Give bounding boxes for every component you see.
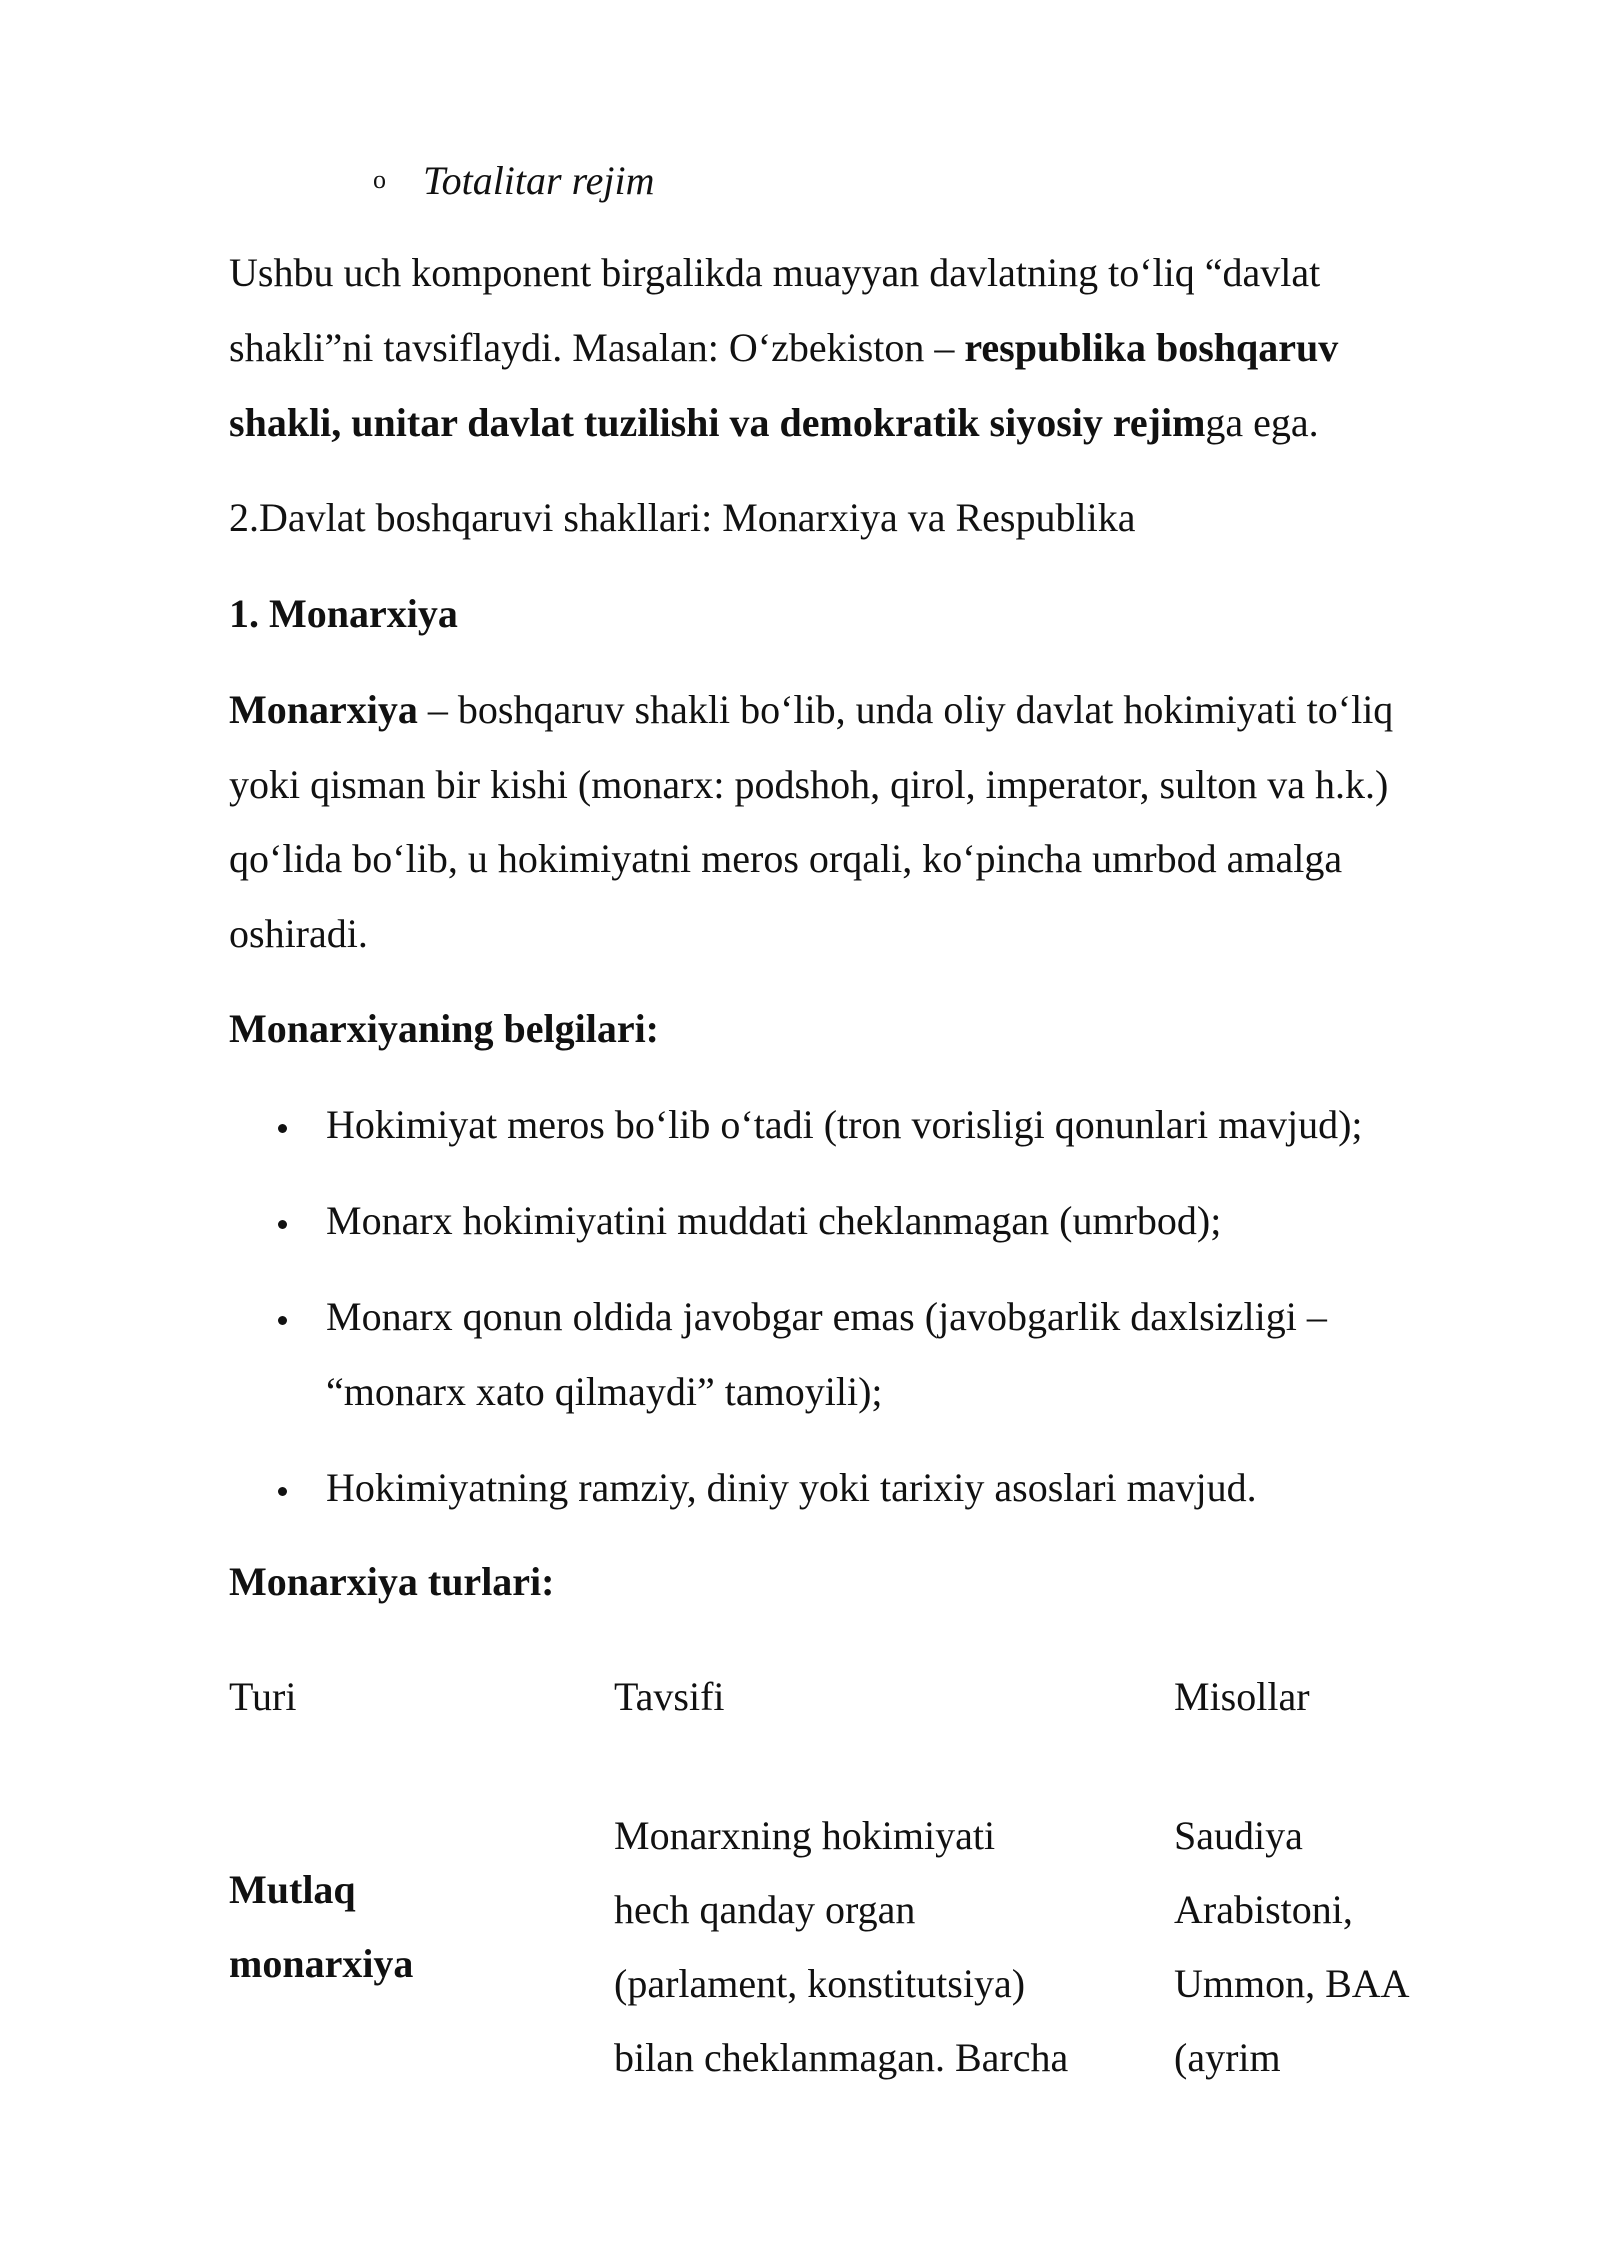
description-cell-line: hech qanday organ [614,1887,916,1932]
definition-line-1 [229,673,1393,747]
column-header-examples: Misollar [1174,1674,1310,1719]
definition-line-3: qo‘lida bo‘lib, u hokimiyatni meros orqali, ko‘pincha umrbod amalga [229,836,1343,881]
sub-list-marker: o [373,165,386,194]
examples-cell-line: Ummon, BAA [1174,1961,1410,2006]
examples-cell-line: Saudiya [1174,1813,1303,1858]
bullet-dot [278,1220,287,1229]
bullet-dot [278,1316,287,1325]
description-cell-line: Monarxning hokimiyati [614,1813,996,1858]
definition-line-1-text: – boshqaruv shakli bo‘lib, unda oliy davlat hokimiyati to‘liq [417,687,1394,732]
feature-item: Hokimiyat meros bo‘lib o‘tadi (tron vorisligi qonunlari mavjud); [326,1102,1363,1147]
feature-item-continuation: “monarx xato qilmaydi” tamoyili); [326,1369,883,1414]
feature-item: Hokimiyatning ramziy, diniy yoki tarixiy asoslari mavjud. [326,1465,1257,1510]
feature-item: Monarx hokimiyatini muddati cheklanmagan (umrbod); [326,1198,1222,1243]
description-cell-line: (parlament, konstitutsiya) [614,1961,1026,2006]
intro-line-3 [229,386,1319,460]
bullet-dot [278,1487,287,1496]
intro-line-3-bold: shakli, unitar davlat tuzilishi va demokratik siyosiy rejim [229,400,1206,445]
definition-line-2: yoki qisman bir kishi (monarx: podshoh, qirol, imperator, sulton va h.k.) [229,762,1389,807]
subsection-title: 1. Monarxiya [229,591,458,636]
intro-line-2 [229,311,1338,385]
type-cell-line: Mutlaq [229,1867,356,1912]
type-cell-line: monarxiya [229,1941,414,1986]
sub-list-item: Totalitar rejim [423,158,655,203]
definition-line-4: oshiradi. [229,911,368,956]
description-cell-line: bilan cheklanmagan. Barcha [614,2035,1069,2080]
section-title: 2.Davlat boshqaruvi shakllari: Monarxiya va Respublika [229,495,1136,540]
column-header-description: Tavsifi [614,1674,725,1719]
types-heading: Monarxiya turlari: [229,1559,555,1604]
feature-item: Monarx qonun oldida javobgar emas (javobgarlik daxlsizligi – [326,1294,1327,1339]
bullet-dot [278,1124,287,1133]
examples-cell-line: (ayrim [1174,2035,1281,2080]
features-heading: Monarxiyaning belgilari: [229,1006,659,1051]
intro-line-2-bold: respublika boshqaruv [964,325,1339,370]
examples-cell-line: Arabistoni, [1174,1887,1353,1932]
intro-line-1: Ushbu uch komponent birgalikda muayyan davlatning to‘liq “davlat [229,250,1321,295]
intro-line-3-text: ga ega. [1205,400,1319,445]
definition-term: Monarxiya [229,687,418,732]
column-header-type: Turi [229,1674,297,1719]
intro-line-2-text: shakli”ni tavsiflaydi. Masalan: O‘zbekiston – [229,325,965,370]
